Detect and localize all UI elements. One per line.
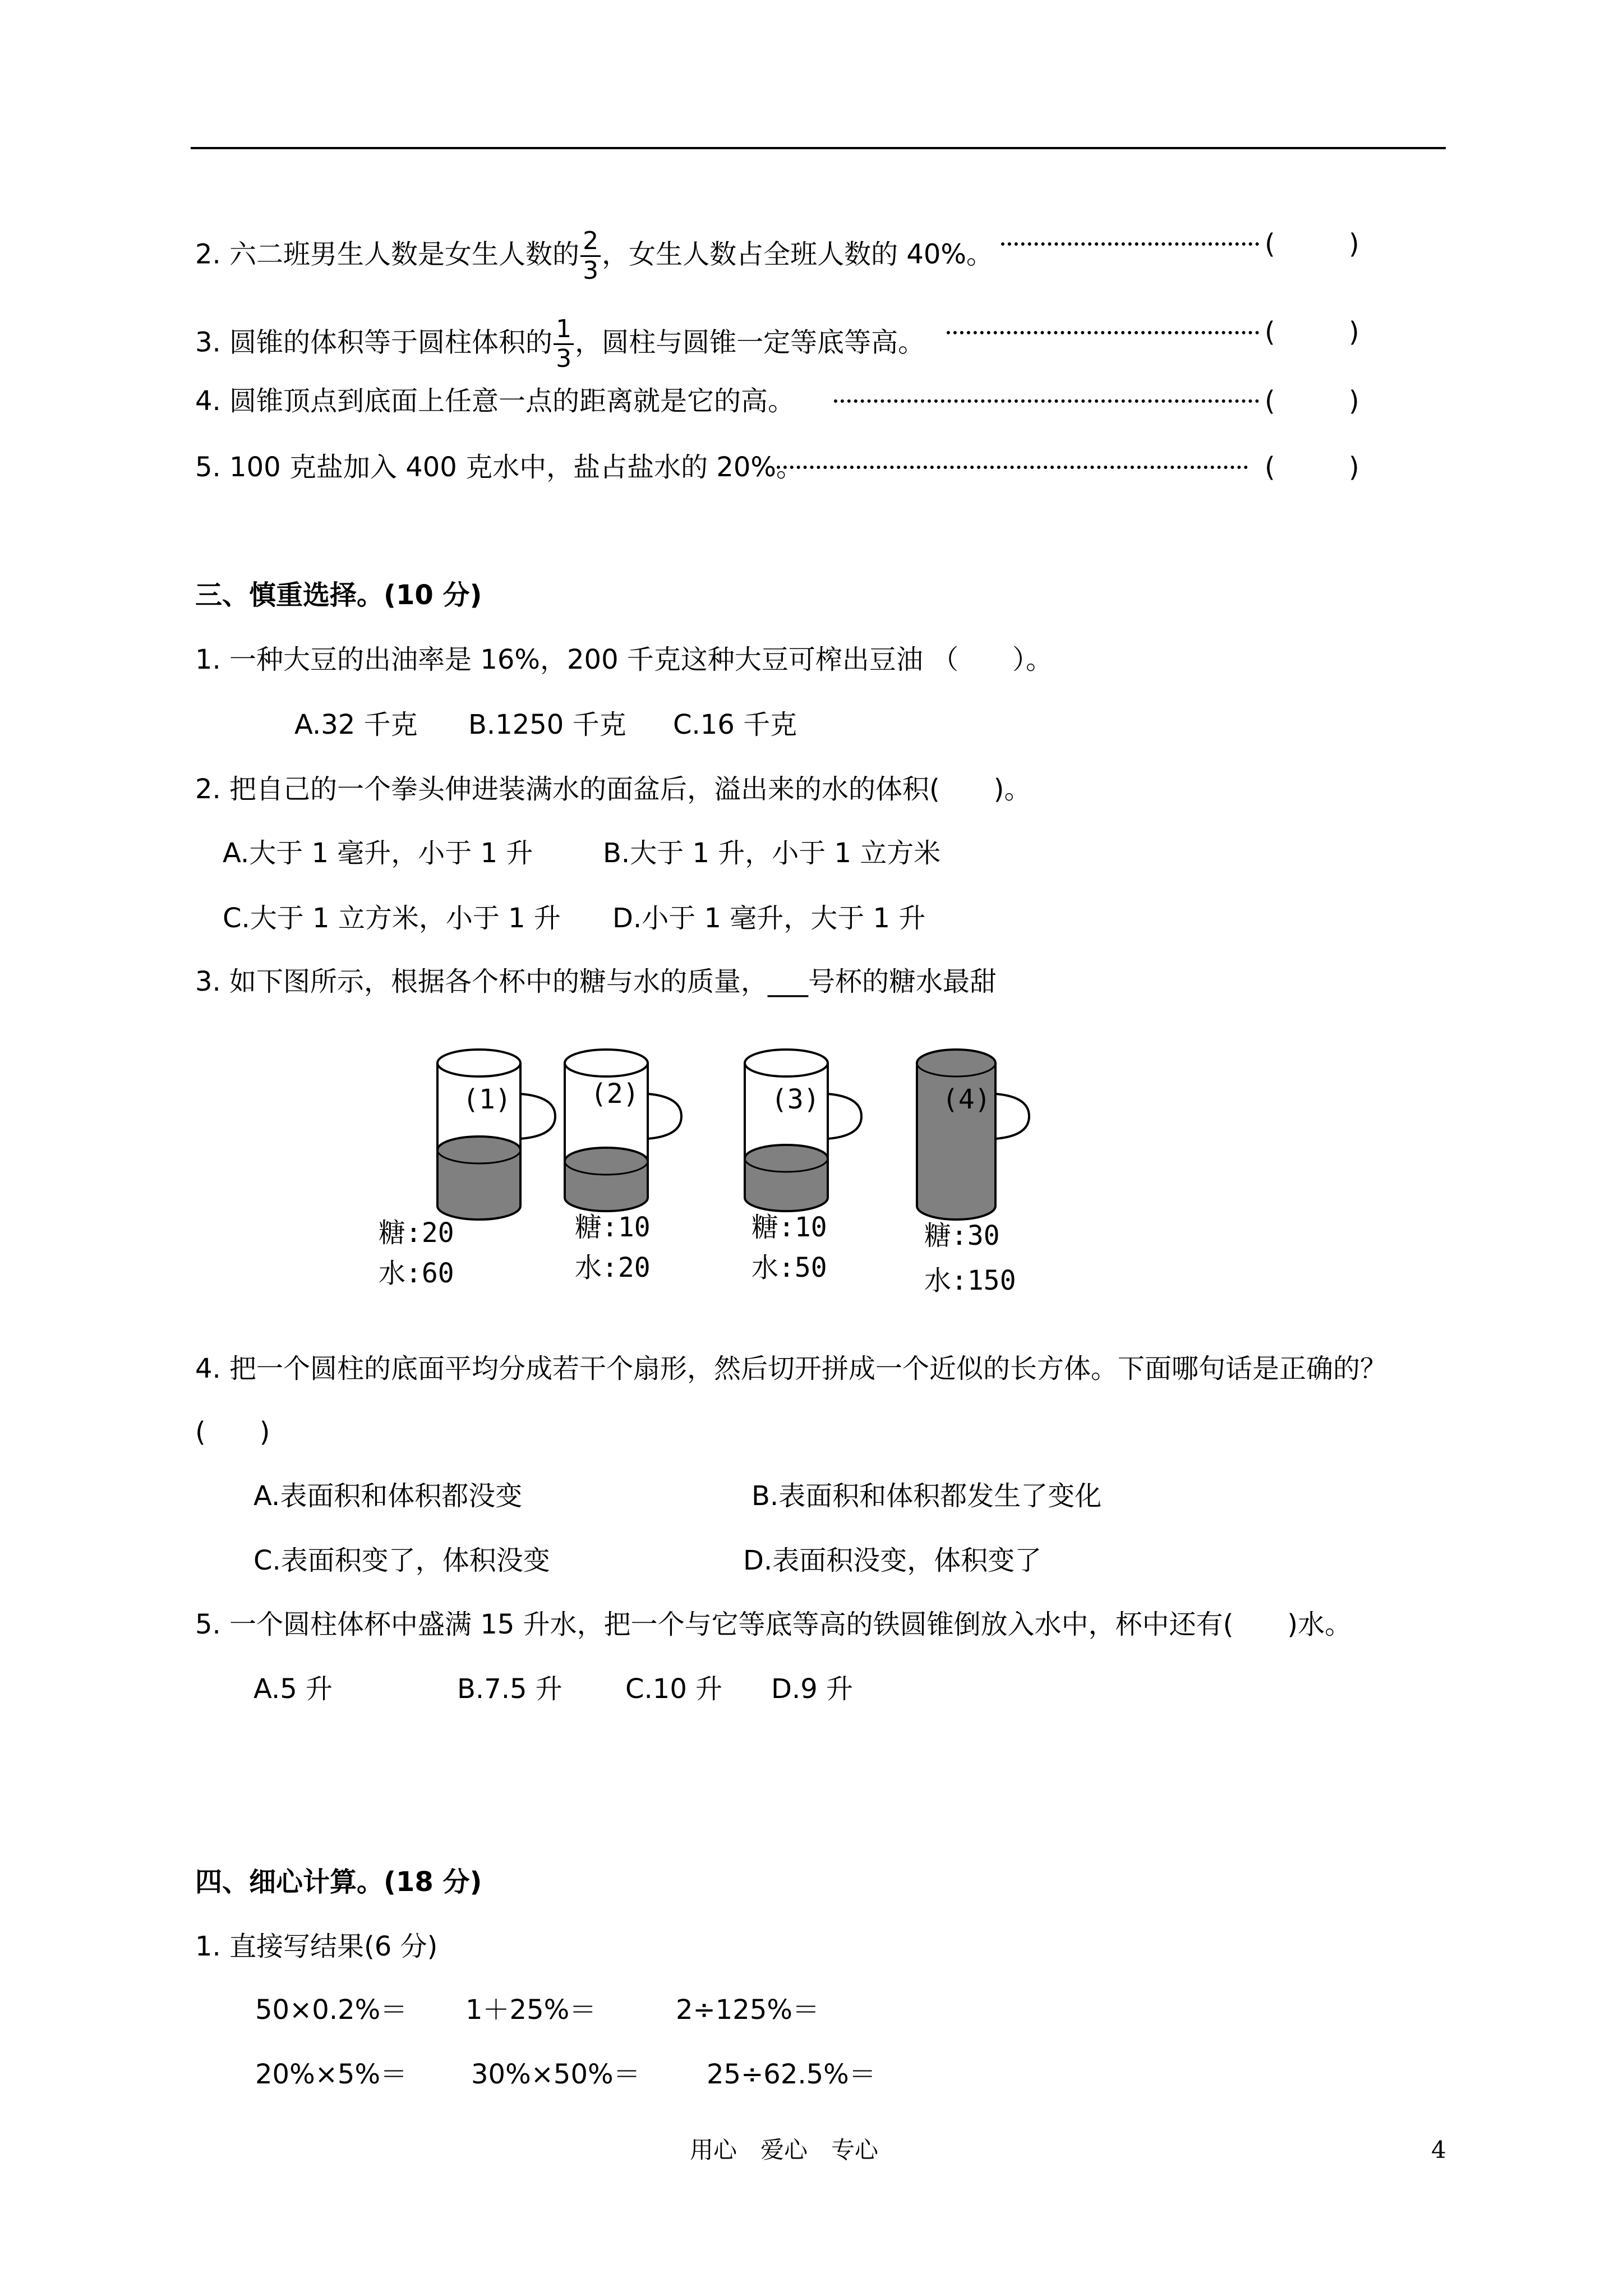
choice-q4-answer-paren: ( ) bbox=[195, 1416, 270, 1448]
cup-1-sugar: 糖:20 bbox=[379, 1217, 454, 1249]
choice-q5-option-c: C.10 升 bbox=[625, 1673, 723, 1705]
cup-4-water: 水:150 bbox=[924, 1265, 1016, 1296]
choice-q5-option-b: B.7.5 升 bbox=[457, 1673, 562, 1705]
choice-q2-option-c: C.大于 1 立方米，小于 1 升 bbox=[223, 903, 561, 934]
judge-q3-text: 3. 圆锥的体积等于圆柱体积的 bbox=[195, 326, 553, 358]
cup-2-sugar: 糖:10 bbox=[575, 1212, 651, 1243]
calc-item: 25÷62.5%＝ bbox=[707, 2059, 876, 2090]
answer-paren-left: ( bbox=[1265, 385, 1275, 417]
fraction-two-thirds: $\frac{2}{3}$ bbox=[580, 227, 601, 285]
choice-q1: 1. 一种大豆的出油率是 16%，200 千克这种大豆可榨出豆油 （ ）。 bbox=[195, 644, 1053, 675]
cup-3-water: 水:50 bbox=[751, 1252, 827, 1283]
judge-q3-text-end: ，圆柱与圆锥一定等底等高。 bbox=[575, 326, 925, 358]
calc-item: 1＋25%＝ bbox=[465, 1994, 597, 2026]
cup-1-liquid bbox=[437, 1137, 520, 1220]
section3-title: 三、慎重选择。(10 分) bbox=[195, 579, 482, 611]
answer-paren-right: ) bbox=[1349, 316, 1359, 348]
answer-paren-left: ( bbox=[1265, 452, 1275, 483]
choice-q4: 4. 把一个圆柱的底面平均分成若干个扇形，然后切开拼成一个近似的长方体。下面哪句话是正确的？ bbox=[195, 1353, 1387, 1384]
cup-3-liquid bbox=[745, 1145, 828, 1211]
answer-paren-right: ) bbox=[1349, 228, 1359, 260]
choice-q1-option-b: B.1250 千克 bbox=[468, 709, 626, 740]
choice-q2-option-d: D.小于 1 毫升，大于 1 升 bbox=[612, 903, 926, 934]
choice-q2-option-a: A.大于 1 毫升，小于 1 升 bbox=[223, 838, 533, 869]
judge-q4: 4. 圆锥顶点到底面上任意一点的距离就是它的高。 bbox=[195, 385, 795, 417]
answer-paren-left: ( bbox=[1265, 228, 1275, 260]
judge-q5: 5. 100 克盐加入 400 克水中，盐占盐水的 20%。 bbox=[195, 452, 804, 483]
cup-3-label: (3) bbox=[771, 1084, 820, 1115]
cup-2-liquid bbox=[565, 1148, 648, 1211]
judge-q2-text: 2. 六二班男生人数是女生人数的 bbox=[195, 238, 580, 270]
section4-title: 四、细心计算。(18 分) bbox=[195, 1866, 482, 1898]
calc-item: 2÷125%＝ bbox=[676, 1994, 819, 2026]
page-footer: 用心 爱心 专心 bbox=[690, 2136, 879, 2164]
judge-q2 bbox=[195, 227, 993, 285]
cup-4-label: (4) bbox=[942, 1084, 991, 1115]
cup-2-label: (2) bbox=[591, 1078, 639, 1110]
cup-1-label: (1) bbox=[463, 1084, 511, 1115]
dot-leader bbox=[834, 399, 1259, 403]
page-number: 4 bbox=[1431, 2136, 1446, 2164]
calc-item: 30%×50%＝ bbox=[471, 2059, 640, 2090]
cup-1-water: 水:60 bbox=[379, 1258, 454, 1289]
choice-q4-option-d: D.表面积没变，体积变了 bbox=[743, 1545, 1042, 1576]
dot-leader bbox=[777, 466, 1248, 469]
choice-q4-option-c: C.表面积变了，体积没变 bbox=[253, 1545, 550, 1576]
cup-3-sugar: 糖:10 bbox=[751, 1212, 827, 1243]
choice-q2-option-b: B.大于 1 升，小于 1 立方米 bbox=[603, 838, 941, 869]
calc-q1: 1. 直接写结果(6 分) bbox=[195, 1931, 438, 1962]
calc-item: 50×0.2%＝ bbox=[255, 1994, 408, 2026]
cup-2-water: 水:20 bbox=[575, 1252, 651, 1283]
choice-q1-option-a: A.32 千克 bbox=[294, 709, 418, 740]
dot-leader bbox=[1001, 242, 1259, 246]
choice-q1-option-c: C.16 千克 bbox=[673, 709, 797, 740]
sugar-water-cups-figure bbox=[359, 1021, 1077, 1313]
choice-q4-option-b: B.表面积和体积都发生了变化 bbox=[751, 1480, 1102, 1512]
choice-q3: 3. 如下图所示，根据各个杯中的糖与水的质量，___号杯的糖水最甜 bbox=[195, 966, 997, 997]
judge-q3 bbox=[195, 315, 925, 373]
choice-q4-option-a: A.表面积和体积都没变 bbox=[253, 1480, 523, 1512]
calc-item: 20%×5%＝ bbox=[255, 2059, 408, 2090]
answer-paren-left: ( bbox=[1265, 316, 1275, 348]
choice-q5: 5. 一个圆柱体杯中盛满 15 升水，把一个与它等底等高的铁圆锥倒放入水中，杯中还有( )水。 bbox=[195, 1609, 1352, 1640]
cup-4 bbox=[917, 1050, 1029, 1220]
answer-paren-right: ) bbox=[1349, 452, 1359, 483]
cup-4-sugar: 糖:30 bbox=[924, 1220, 1000, 1251]
header-rule bbox=[191, 147, 1446, 149]
judge-q2-text-end: ，女生人数占全班人数的 40%。 bbox=[602, 238, 994, 270]
choice-q5-option-d: D.9 升 bbox=[771, 1673, 854, 1705]
choice-q5-option-a: A.5 升 bbox=[253, 1673, 333, 1705]
dot-leader bbox=[947, 331, 1259, 334]
choice-q2: 2. 把自己的一个拳头伸进装满水的面盆后，溢出来的水的体积( )。 bbox=[195, 774, 1031, 805]
fraction-one-third: $\frac{1}{3}$ bbox=[554, 315, 574, 373]
answer-paren-right: ) bbox=[1349, 385, 1359, 417]
